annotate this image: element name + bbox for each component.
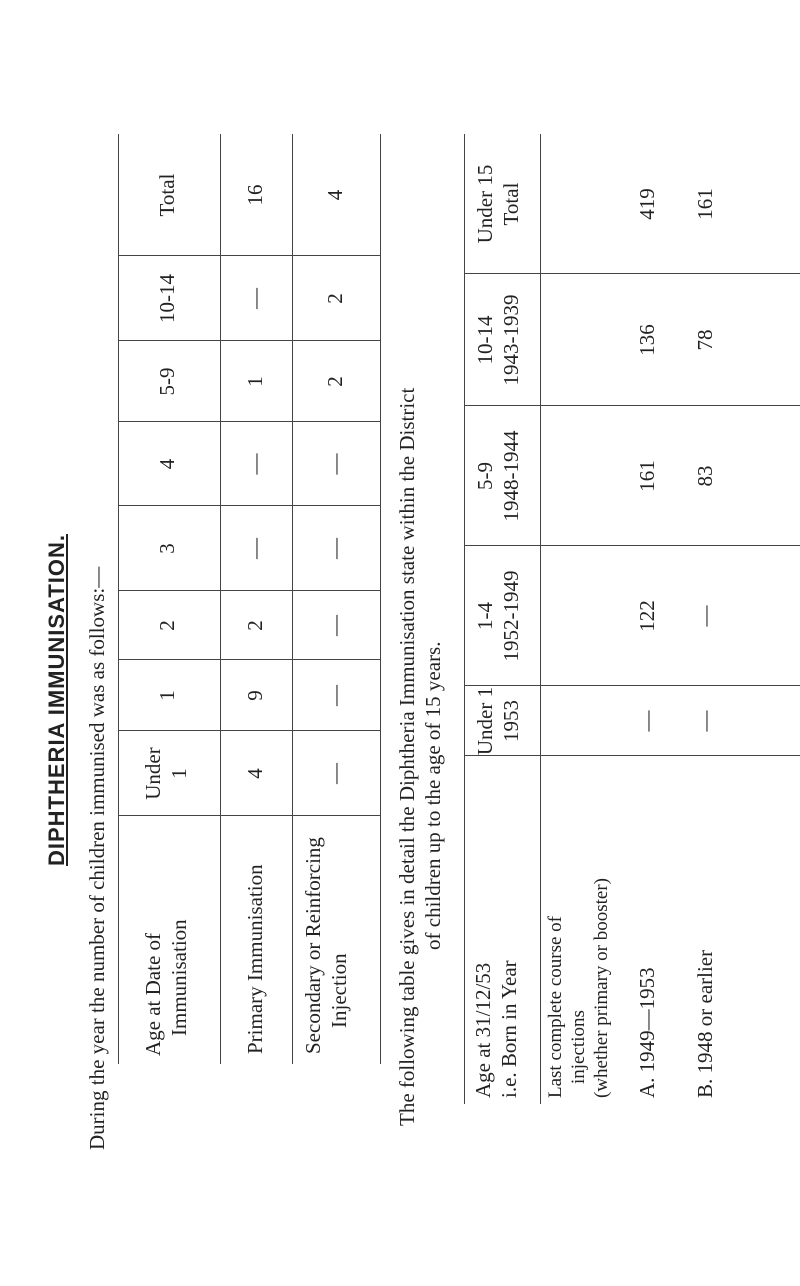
table-cell: 4	[243, 768, 267, 779]
col-head: Under 1	[141, 747, 191, 800]
col-head: 5-9 1948-1944	[473, 430, 523, 522]
table-cell: 16	[243, 184, 267, 206]
intro-text: During the year the number of children immunised was as follows:—	[85, 566, 109, 1150]
table-cell: —	[635, 710, 659, 732]
table-cell: —	[243, 538, 267, 559]
table-cell: 4	[323, 189, 347, 201]
col-head: Under 15 Total	[473, 164, 523, 244]
group-label: Last complete course of injections (whether primary or booster)	[545, 877, 612, 1098]
table-cell: 2	[243, 620, 267, 631]
col-head: 2	[155, 620, 179, 631]
row-label-head: Age at Date of Immunisation	[141, 919, 191, 1056]
table-cell: 1	[243, 376, 267, 387]
col-head: Total	[155, 173, 179, 217]
table-cell: 161	[635, 460, 659, 492]
col-head: 10-14	[155, 274, 179, 323]
table-cell: 122	[635, 600, 659, 632]
detail-paragraph: The following table gives in detail the Diphtheria Immunisation state within the District of children up to the age of 15 years.	[395, 387, 445, 1126]
col-head: 10-14 1943-1939	[473, 294, 523, 386]
row-label: B. 1948 or earlier	[693, 949, 717, 1098]
table-cell: —	[243, 453, 267, 475]
col-head: 3	[155, 543, 179, 554]
col-head: 5-9	[155, 367, 179, 396]
table-cell: —	[243, 288, 267, 309]
page-title: DIPHTHERIA IMMUNISATION.	[44, 534, 69, 866]
table-cell: —	[323, 615, 347, 636]
col-head: 1	[155, 690, 179, 701]
table-cell: —	[323, 453, 347, 475]
col-head: Under 1 1953	[473, 686, 523, 756]
table-cell: 136	[635, 324, 659, 356]
table-cell: 2	[323, 293, 347, 304]
table-cell: —	[693, 605, 717, 627]
table-cell: —	[323, 763, 347, 784]
table-cell: —	[323, 685, 347, 706]
table-cell: 9	[243, 690, 267, 701]
row-label: A. 1949—1953	[635, 967, 659, 1098]
col-head: 4	[155, 458, 179, 470]
col-head: 1-4 1952-1949	[473, 570, 523, 662]
table-cell: 161	[693, 188, 717, 220]
row-label-head: Age at 31/12/53 i.e. Born in Year	[471, 960, 521, 1098]
row-label: Secondary or Reinforcing Injection	[301, 837, 351, 1054]
table-cell: 2	[323, 376, 347, 387]
table-cell: —	[693, 710, 717, 732]
row-label: Primary Immunisation	[243, 864, 267, 1054]
table-cell: —	[323, 538, 347, 559]
table-cell: 78	[693, 329, 717, 351]
table-cell: 419	[635, 188, 659, 220]
table-cell: 83	[693, 465, 717, 487]
